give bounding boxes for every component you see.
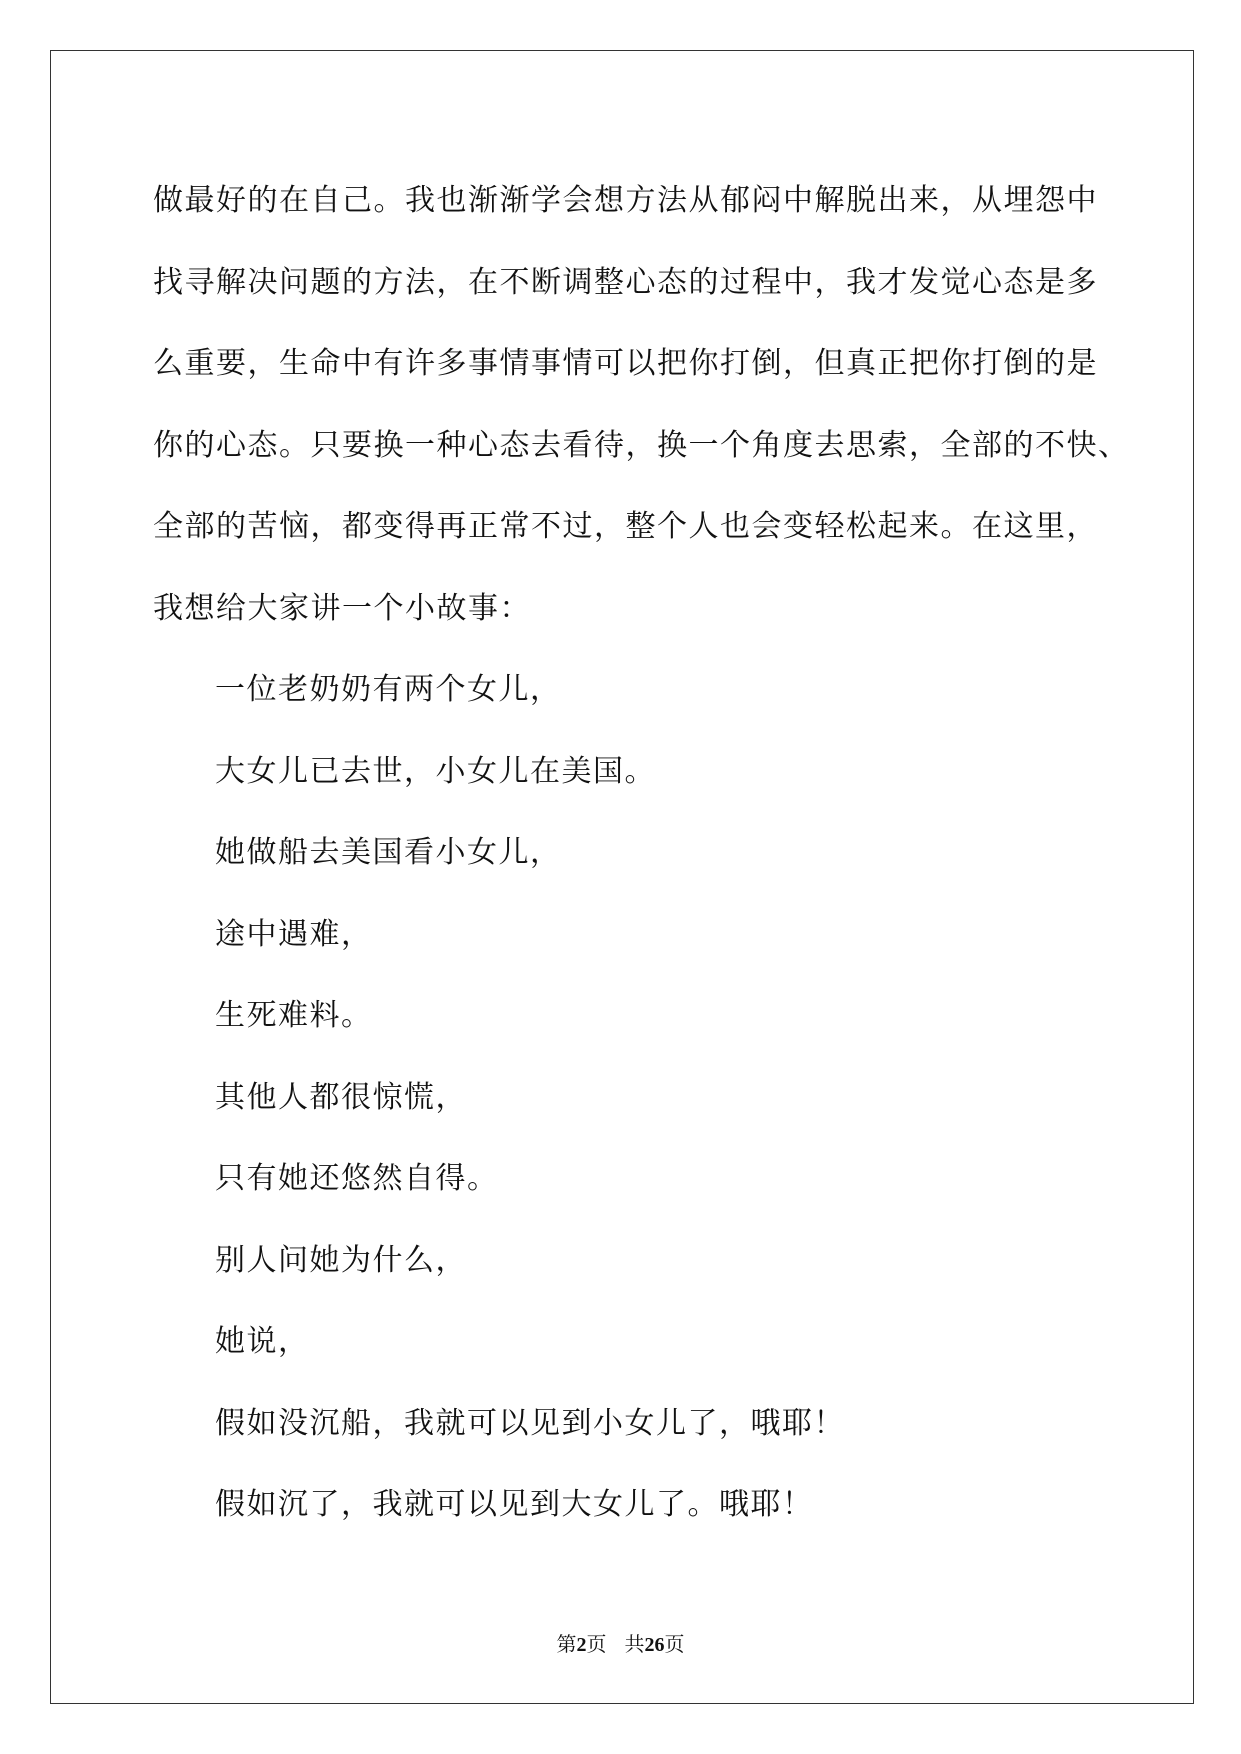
total-prefix: 共	[624, 1634, 645, 1656]
body-line: 你的心态。只要换一种心态去看待，换一个角度去思索，全部的不快、	[153, 427, 1130, 463]
page-number: 2	[576, 1634, 587, 1656]
page-prefix: 第	[556, 1634, 577, 1656]
story-line: 假如没沉船，我就可以见到小女儿了，哦耶！	[215, 1405, 845, 1441]
body-line: 么重要，生命中有许多事情事情可以把你打倒，但真正把你打倒的是	[153, 346, 1098, 381]
story-line: 别人问她为什么，	[215, 1242, 467, 1278]
story-line: 生死难料。	[215, 998, 373, 1033]
body-line: 我想给大家讲一个小故事：	[153, 590, 531, 626]
story-line: 一位老奶奶有两个女儿，	[215, 672, 562, 707]
total-pages: 26	[644, 1634, 665, 1656]
story-line: 她说，	[215, 1324, 310, 1359]
story-line: 其他人都很惊慌，	[215, 1079, 467, 1115]
story-line: 她做船去美国看小女儿，	[215, 835, 562, 870]
document-body	[153, 160, 1130, 1546]
page-footer	[0, 1628, 1241, 1657]
total-suffix: 页	[664, 1634, 685, 1656]
story-line: 假如沉了，我就可以见到大女儿了。哦耶！	[215, 1487, 814, 1522]
story-line: 只有她还悠然自得。	[215, 1161, 499, 1196]
body-line: 找寻解决问题的方法，在不断调整心态的过程中，我才发觉心态是多	[153, 264, 1098, 300]
page-suffix: 页	[586, 1634, 607, 1656]
story-line: 大女儿已去世，小女儿在美国。	[215, 753, 656, 789]
story-line: 途中遇难，	[215, 916, 373, 952]
body-line: 全部的苦恼，都变得再正常不过，整个人也会变轻松起来。在这里，	[153, 509, 1098, 544]
body-line: 做最好的在自己。我也渐渐学会想方法从郁闷中解脱出来，从埋怨中	[153, 183, 1098, 218]
